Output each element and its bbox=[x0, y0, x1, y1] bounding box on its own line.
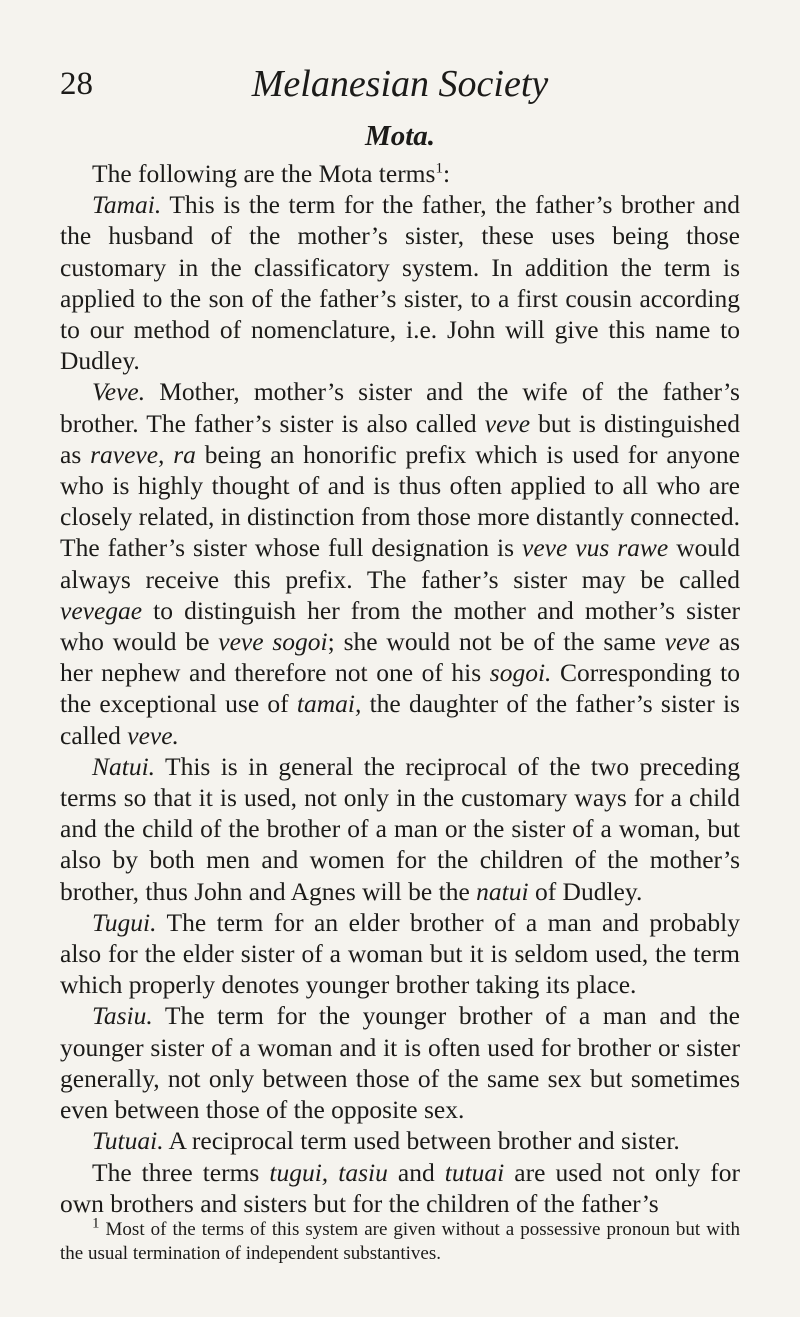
body-text bbox=[60, 158, 740, 1219]
text-run: ; she would not be of the same bbox=[327, 627, 665, 657]
term-entries bbox=[60, 189, 740, 1156]
text-run: The term for an elder brother of a man and probably also for the elder sister of a woman but it is seldom used, the term which properly denotes younger brother taking its place. bbox=[60, 907, 740, 1000]
text-run: Corresponding to the exceptional use of bbox=[60, 658, 740, 719]
footnote-marker: 1 bbox=[92, 1215, 100, 1232]
entry-term: Veve. bbox=[92, 377, 146, 407]
entry-term: Tamai. bbox=[92, 190, 162, 220]
running-title: Melanesian Society bbox=[251, 63, 549, 105]
section-heading: Mota. bbox=[364, 120, 436, 152]
italic-term: tasiu bbox=[338, 1157, 388, 1187]
text-run: to distinguish her from the mother and mother’s sister who would be bbox=[60, 595, 740, 657]
italic-term: sogoi. bbox=[489, 658, 552, 688]
text-run: as her nephew and therefore not one of his bbox=[60, 627, 741, 688]
italic-term: tutuai bbox=[444, 1157, 505, 1187]
italic-term: veve bbox=[484, 408, 531, 438]
term-entry bbox=[60, 376, 740, 750]
text-run: The term for the younger brother of a man and the younger sister of a woman and it is often used for brother or sister generally, not only between those of the same sex but sometimes even between those of the opposite sex. bbox=[60, 1001, 740, 1125]
text-run: Mother, mother’s sister and the wife of the father’s brother. The father’s sister is also called bbox=[60, 377, 740, 438]
footnote-reference: 1 bbox=[435, 160, 443, 177]
text-run: and bbox=[387, 1157, 445, 1187]
italic-term: tugui, bbox=[269, 1157, 329, 1187]
term-entry bbox=[60, 751, 740, 907]
entry-term: Tasiu. bbox=[92, 1001, 153, 1031]
intro-paragraph bbox=[60, 158, 740, 189]
italic-term: veve bbox=[664, 627, 710, 657]
text-run: are used not only for own brothers and sisters but for the children of the father’s bbox=[60, 1157, 740, 1218]
text-run: of Dudley. bbox=[528, 876, 643, 906]
italic-term: raveve, ra bbox=[90, 439, 196, 469]
text-run: This is the term for the father, the father’s brother and the husband of the mother’s sister, these uses being those customary in the classificatory system. In addition the term is applied to the son of the father’s sister, to a first cousin according to our method of nomenclature, i.e. John will give this name to Dudley. bbox=[60, 190, 740, 376]
page-header bbox=[60, 62, 740, 110]
term-entry bbox=[60, 1000, 740, 1125]
term-entry bbox=[60, 907, 740, 1001]
text-run: The three terms bbox=[92, 1157, 270, 1187]
italic-term: veve sogoi bbox=[218, 627, 328, 657]
footnote bbox=[60, 1215, 740, 1266]
italic-term: vevegae bbox=[60, 595, 143, 625]
entry-term: Tugui. bbox=[92, 907, 157, 937]
page-number: 28 bbox=[60, 66, 93, 102]
term-entry bbox=[60, 1125, 740, 1156]
italic-term: natui bbox=[476, 876, 529, 906]
italic-term: veve. bbox=[127, 720, 179, 750]
text-run: would always receive this prefix. The father’s sister may be called bbox=[60, 533, 741, 594]
italic-term: veve vus rawe bbox=[522, 533, 669, 563]
intro-colon: : bbox=[442, 159, 451, 188]
text-run: being an honorific prefix which is used for anyone who is highly thought of and is thus often applied to all who are closely related, in distinction from those more distantly connected. The father’s sister whose full designation is bbox=[60, 439, 740, 563]
text-run: but is distinguished as bbox=[60, 408, 740, 469]
entry-term: Tutuai. bbox=[92, 1126, 164, 1156]
entry-term: Natui. bbox=[92, 751, 156, 781]
footnote-text: Most of the terms of this system are given without a possessive pronoun but with the usual termination of independent substantives. bbox=[60, 1219, 740, 1264]
term-entry bbox=[60, 189, 740, 376]
closing-paragraph bbox=[60, 1157, 740, 1219]
text-run: A reciprocal term used between brother and sister. bbox=[163, 1126, 680, 1156]
text-run: This is in general the reciprocal of the two preceding terms so that it is used, not only in the customary ways for a child and the child of the brother of a man or the sister of a woman, but also by both men and women for the children of the mother’s brother, thus John and Agnes will be the bbox=[60, 751, 740, 906]
intro-text: The following are the Mota terms bbox=[92, 159, 436, 188]
text-run bbox=[328, 1158, 338, 1187]
italic-term: tamai, bbox=[296, 689, 362, 719]
text-run: the daughter of the father’s sister is called bbox=[60, 689, 740, 750]
